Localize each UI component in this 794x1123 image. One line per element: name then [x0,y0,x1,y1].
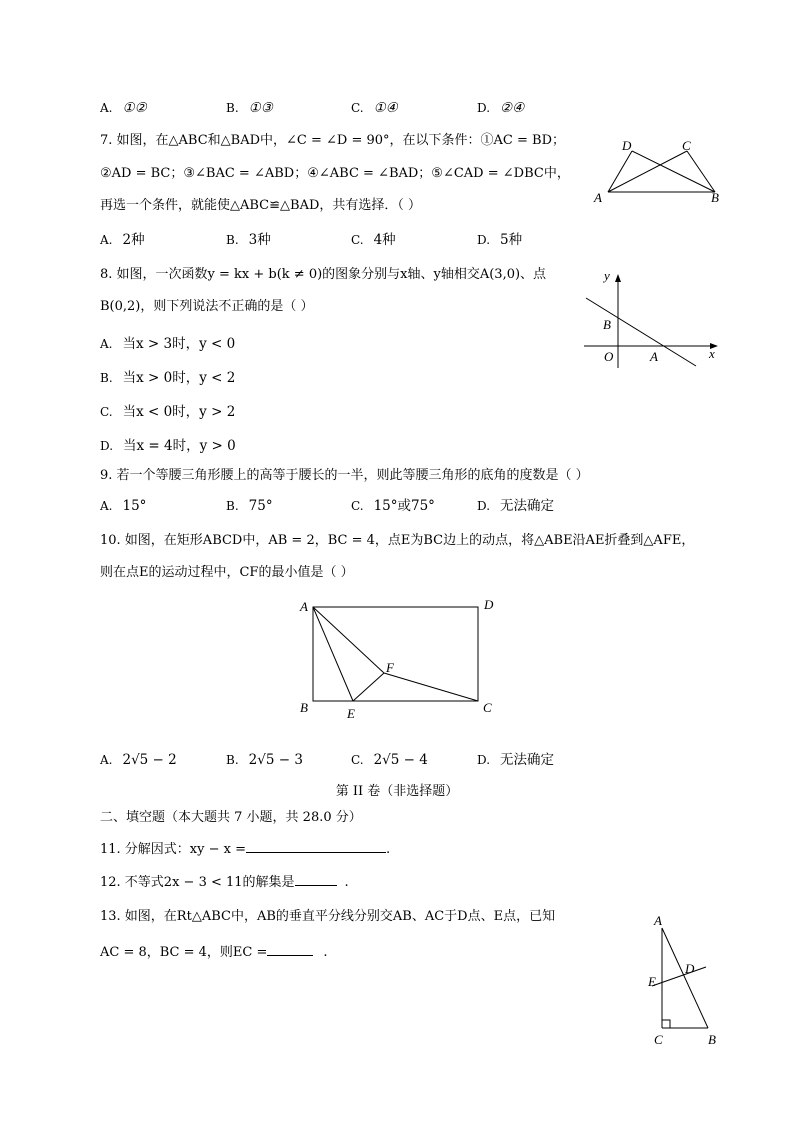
q7-option-c[interactable]: C. 4种 [351,232,396,248]
section-heading: 二、填空题（本大题共 7 小题，共 28.0 分） [100,810,362,825]
q10-label-c: C [483,700,492,715]
q8-label-b: B [603,317,611,332]
q10-segment-ef [353,673,384,701]
q13-stem-line2 [100,941,328,963]
q13-stem-line1: 13. 如图，在Rt△ABC中，AB的垂直平分线分别交AB、AC于D点、E点，已知 [100,909,556,924]
q10-option-c[interactable]: C. 2√5 − 4 [351,752,428,768]
q7-label-b: B [711,190,719,205]
q9-option-d[interactable]: D. 无法确定 [477,498,555,514]
q8-stem-line1: 8. 如图，一次函数y = kx + b(k ≠ 0)的图象分别与x轴、y轴相交A(3,0)、点 [100,267,547,282]
q13-label-a: A [654,913,662,928]
q7-segment-cb [687,151,715,192]
q11-answer-blank[interactable] [246,838,386,853]
q13-figure [640,910,730,1050]
q8-stem-line2: B(0,2)，则下列说法不正确的是（ ） [100,299,314,314]
q8-label-a: A [650,349,658,364]
q13-end: . [323,945,328,960]
q6-option-a[interactable]: A. ①② [100,100,147,116]
q10-label-b: B [300,700,308,715]
q10-label-f: F [386,660,394,675]
q13-segment-ab [662,928,708,1028]
q8-label-x: x [709,346,715,361]
q9-option-c[interactable]: C. 15°或75° [351,498,435,514]
q10-rectangle-abcd [313,607,478,701]
q13-label-e: E [648,974,656,989]
q12-end: . [344,875,349,890]
q11-end: . [386,842,391,857]
section-title: 第 II 卷（非选择题） [335,784,459,799]
q8-label-o: O [604,349,614,364]
q12 [100,871,349,893]
q13-label-c: C [654,1032,663,1047]
q6-option-d[interactable]: D. ②④ [477,100,525,116]
q10-stem-line1: 10. 如图，在矩形ABCD中，AB = 2，BC = 4，点E为BC边上的动点，将△ABE沿AE折叠到△AFE， [100,533,695,548]
q8-function-line [586,298,696,366]
q10-segment-ae [313,607,353,701]
q10-option-b[interactable]: B. 2√5 − 3 [226,752,303,768]
q10-stem-line2: 则在点E的运动过程中，CF的最小值是（ ） [100,565,354,580]
q7-label-a: A [594,190,602,205]
q10-label-d: D [484,597,494,612]
q12-answer-blank[interactable] [295,871,337,886]
q13-right-angle-mark [662,1020,670,1028]
q10-segment-af [313,607,384,673]
q7-stem-line2: ②AD = BC；③∠BAC = ∠ABD；④∠ABC = ∠BAD；⑤∠CAD = ∠DBC中， [100,166,570,181]
q9-option-a[interactable]: A. 15° [100,498,147,514]
q7-label-c: C [682,138,691,153]
q8-option-b[interactable]: B. 当x > 0时，y < 2 [100,370,236,386]
q7-figure [590,136,730,212]
q13-text: AC = 8，BC = 4，则EC = [100,945,268,960]
q8-y-axis-arrow [615,274,621,282]
q7-option-b[interactable]: B. 3种 [226,232,271,248]
q8-option-a[interactable]: A. 当x > 3时，y < 0 [100,336,236,352]
q13-label-d: D [685,961,695,976]
q11 [100,838,390,860]
q8-figure [578,266,728,370]
q8-option-d[interactable]: D. 当x = 4时，y > 0 [100,438,236,454]
q7-option-d[interactable]: D. 5种 [477,232,523,248]
q6-option-c[interactable]: C. ①④ [351,100,398,116]
q9-option-b[interactable]: B. 75° [226,498,273,514]
q7-segment-db [632,151,715,192]
q7-stem-line3: 再选一个条件，就能使△ABC≌△BAD，共有选择．（ ） [100,198,422,213]
q10-option-a[interactable]: A. 2√5 − 2 [100,752,177,768]
q7-stem-line1: 7. 如图，在△ABC和△BAD中，∠C = ∠D = 90°，在以下条件：①AC = BD； [100,133,566,148]
q13-perpendicular-bisector [652,967,706,986]
q10-label-a: A [300,599,308,614]
q7-option-a[interactable]: A. 2种 [100,232,145,248]
q10-label-e: E [347,706,355,721]
q8-option-c[interactable]: C. 当x < 0时，y > 2 [100,404,236,420]
q6-option-b[interactable]: B. ①③ [226,100,273,116]
q10-option-d[interactable]: D. 无法确定 [477,752,555,768]
q10-figure [296,596,506,720]
q10-segment-fc [384,673,478,701]
q12-text: 12. 不等式2x − 3 < 11的解集是 [100,875,295,890]
q8-label-y: y [604,268,610,283]
q9-stem: 9. 若一个等腰三角形腰上的高等于腰长的一半，则此等腰三角形的底角的度数是（ ） [100,468,589,483]
q11-text: 11. 分解因式：xy − x = [100,842,246,857]
q13-answer-blank[interactable] [267,941,313,956]
q13-label-b: B [708,1032,716,1047]
q7-label-d: D [622,138,632,153]
